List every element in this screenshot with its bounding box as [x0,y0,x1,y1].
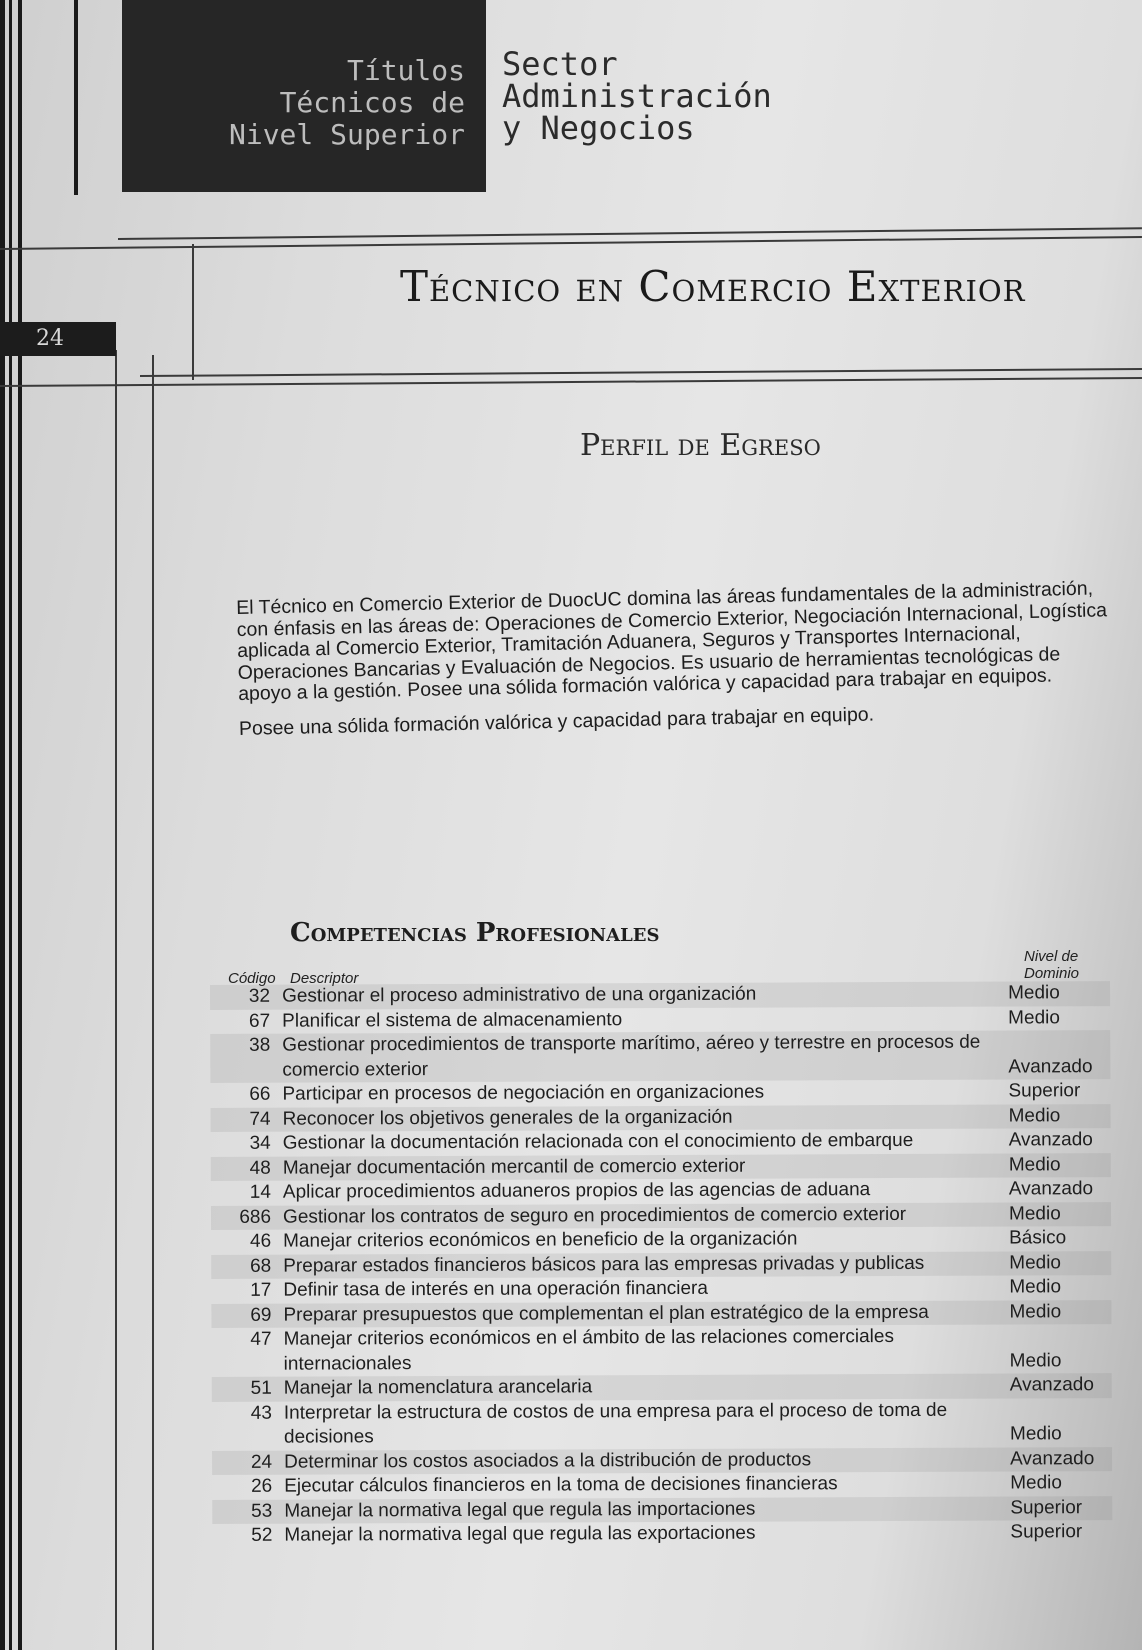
row-level: Avanzado [1008,1055,1093,1078]
rule-line [152,355,154,1650]
page-title: Técnico en Comercio Exterior [400,262,1026,311]
profile-paragraph: El Técnico en Comercio Exterior de DuocUC domina las áreas fundamentales de la administración, con énfasis en las áreas de: Operaciones de Comercio Exterior, Negociación Internacional, Logística aplicada al Comercio Exterior, Tramitación Aduanera, Seguros y Transportes Internacional, Operaciones Bancarias y Evaluación de Negocios. Es usuario de herramientas tecnológicas de apoyo a la gestión. Posee una sólida formación valórica y capacidad para trabajar en equipos. [235,577,1108,705]
row-descriptor: Aplicar procedimientos aduaneros propios de las agencias de aduana [282,1179,871,1203]
row-descriptor: Manejar la normativa legal que regula las importaciones [284,1498,756,1522]
competencies-title: Competencias Profesionales [290,918,660,948]
row-level: Medio [1008,1104,1061,1127]
row-descriptor: Preparar estados financieros básicos para las empresas privadas y publicas [283,1252,925,1277]
row-code: 47 [250,1328,272,1350]
row-code: 686 [239,1206,272,1228]
row-code: 17 [250,1279,272,1301]
table-row [211,1324,1111,1377]
descriptor-header: Descriptor [290,970,359,987]
row-level: Superior [1010,1496,1083,1519]
row-code: 14 [249,1181,271,1203]
section-title: Perfil de Egreso [580,428,821,463]
row-code: 69 [250,1304,272,1326]
series-title [150,55,465,151]
row-descriptor: Gestionar procedimientos de transporte marítimo, aéreo y terrestre en procesos de comercio exterior [282,1031,981,1081]
row-level: Medio [1008,1202,1061,1225]
profile-paragraph: Posee una sólida formación valórica y capacidad para trabajar en equipo. [238,703,875,740]
level-header-line: Dominio [1024,965,1080,982]
row-descriptor: Interpretar la estructura de costos de una empresa para el proceso de toma de decisiones [283,1399,948,1448]
row-level: Superior [1008,1080,1081,1102]
row-descriptor: Preparar presupuestos que complementan el plan estratégico de la empresa [283,1301,929,1326]
row-code: 51 [250,1377,272,1399]
row-code: 43 [250,1402,272,1424]
row-level: Superior [1010,1521,1083,1543]
row-level: Medio [1008,1153,1061,1176]
row-level: Medio [1009,1349,1062,1372]
row-code: 46 [249,1230,272,1252]
row-code: 52 [251,1524,273,1546]
rule-line [192,244,194,380]
row-level: Medio [1010,1472,1062,1494]
series-title-line: Técnicos de [279,86,465,119]
row-code: 67 [248,1010,271,1032]
row-level: Medio [1009,1300,1062,1323]
page-edge [74,0,78,195]
table-row [212,1398,1112,1451]
row-descriptor: Ejecutar cálculos financieros en la toma de decisiones financieras [284,1473,838,1497]
row-code: 32 [248,985,271,1007]
row-code: 38 [249,1034,271,1056]
row-code: 53 [251,1500,273,1522]
row-level: Avanzado [1010,1447,1095,1470]
row-descriptor: Manejar documentación mercantil de comercio exterior [282,1155,746,1179]
series-title-line: Nivel Superior [228,118,465,151]
sector-title-line: Administración [502,77,772,115]
profile-text [236,578,1119,740]
row-descriptor: Manejar criterios económicos en el ámbito de las relaciones comerciales internacionales [283,1326,894,1375]
row-descriptor: Gestionar el proceso administrativo de una organización [282,983,757,1007]
row-descriptor: Manejar criterios económicos en beneficio de la organización [283,1228,798,1252]
table-row [212,1520,1112,1548]
row-descriptor: Planificar el sistema de almacenamiento [282,1008,623,1032]
row-level: Avanzado [1008,1129,1093,1151]
level-header [1024,948,1079,982]
row-code: 34 [249,1132,271,1154]
row-descriptor: Gestionar los contratos de seguro en procedimientos de comercio exterior [282,1203,907,1228]
sector-title-line: Sector [502,45,618,83]
row-level: Básico [1009,1227,1067,1249]
row-descriptor: Determinar los costos asociados a la distribución de productos [284,1448,812,1473]
row-code: 68 [250,1255,272,1277]
row-level: Medio [1008,1006,1060,1029]
level-header-line: Nivel de [1024,948,1079,965]
rule-line [115,350,117,1650]
code-header: Código [228,970,276,987]
row-level: Medio [1009,1423,1062,1445]
rule-line [0,377,1142,387]
row-code: 24 [250,1451,273,1473]
row-level: Medio [1009,1276,1062,1298]
row-level: Avanzado [1009,1374,1094,1396]
row-level: Avanzado [1008,1178,1094,1200]
page-number: 24 [0,322,116,356]
row-code: 74 [249,1108,271,1130]
row-descriptor: Definir tasa de interés en una operación financiera [283,1277,708,1301]
row-descriptor: Participar en procesos de negociación en organizaciones [282,1081,765,1105]
row-code: 26 [251,1475,273,1497]
row-descriptor: Manejar la normativa legal que regula las exportaciones [284,1522,756,1546]
row-code: 66 [249,1083,271,1105]
table-row [210,1030,1110,1083]
sector-title [502,45,772,147]
row-level: Medio [1007,982,1060,1004]
row-descriptor: Gestionar la documentación relacionada con el conocimiento de embarque [282,1129,914,1154]
row-level: Medio [1009,1251,1062,1274]
competencies-table [210,981,1112,1548]
row-descriptor: Manejar la nomenclatura arancelaria [283,1376,593,1399]
series-title-line: Títulos [346,54,465,87]
row-descriptor: Reconocer los objetivos generales de la organización [282,1106,733,1130]
row-code: 48 [249,1157,271,1179]
rule-line [140,368,1142,377]
sector-title-line: y Negocios [502,109,695,147]
